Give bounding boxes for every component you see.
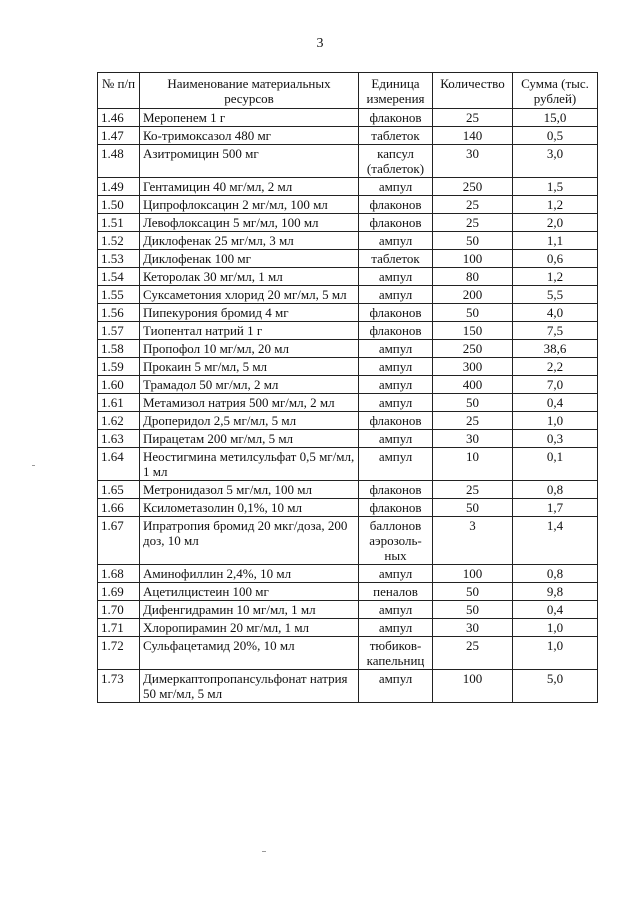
row-number: 1.66 — [98, 499, 140, 517]
row-number: 1.48 — [98, 145, 140, 178]
resource-name: Пирацетам 200 мг/мл, 5 мл — [140, 430, 359, 448]
row-number: 1.65 — [98, 481, 140, 499]
amount: 4,0 — [513, 304, 598, 322]
unit-of-measure: флаконов — [359, 304, 433, 322]
row-number: 1.63 — [98, 430, 140, 448]
table-row — [98, 412, 598, 430]
table-row — [98, 340, 598, 358]
unit-of-measure: флаконов — [359, 214, 433, 232]
table-row — [98, 601, 598, 619]
amount: 1,4 — [513, 517, 598, 565]
unit-of-measure: ампул — [359, 601, 433, 619]
amount: 15,0 — [513, 109, 598, 127]
amount: 1,2 — [513, 196, 598, 214]
unit-of-measure: флаконов — [359, 499, 433, 517]
amount: 1,1 — [513, 232, 598, 250]
quantity: 50 — [433, 394, 513, 412]
amount: 0,4 — [513, 601, 598, 619]
unit-of-measure: флаконов — [359, 109, 433, 127]
row-number: 1.72 — [98, 637, 140, 670]
row-number: 1.61 — [98, 394, 140, 412]
unit-of-measure: флаконов — [359, 481, 433, 499]
row-number: 1.57 — [98, 322, 140, 340]
quantity: 30 — [433, 619, 513, 637]
table-row — [98, 214, 598, 232]
amount: 1,7 — [513, 499, 598, 517]
resource-name: Прокаин 5 мг/мл, 5 мл — [140, 358, 359, 376]
unit-of-measure: ампул — [359, 286, 433, 304]
unit-of-measure: ампул — [359, 376, 433, 394]
quantity: 50 — [433, 601, 513, 619]
table-body — [98, 109, 598, 703]
quantity: 25 — [433, 214, 513, 232]
quantity: 400 — [433, 376, 513, 394]
quantity: 200 — [433, 286, 513, 304]
amount: 9,8 — [513, 583, 598, 601]
resource-name: Диклофенак 25 мг/мл, 3 мл — [140, 232, 359, 250]
unit-of-measure: ампул — [359, 430, 433, 448]
unit-of-measure: флаконов — [359, 322, 433, 340]
row-number: 1.73 — [98, 670, 140, 703]
row-number: 1.70 — [98, 601, 140, 619]
quantity: 250 — [433, 178, 513, 196]
quantity: 50 — [433, 304, 513, 322]
row-number: 1.46 — [98, 109, 140, 127]
table-row — [98, 430, 598, 448]
table-row — [98, 145, 598, 178]
table-row — [98, 565, 598, 583]
row-number: 1.69 — [98, 583, 140, 601]
row-number: 1.52 — [98, 232, 140, 250]
header-sum: Сумма (тыс. рублей) — [513, 73, 598, 109]
quantity: 50 — [433, 583, 513, 601]
amount: 0,3 — [513, 430, 598, 448]
resource-name: Дроперидол 2,5 мг/мл, 5 мл — [140, 412, 359, 430]
quantity: 25 — [433, 637, 513, 670]
row-number: 1.50 — [98, 196, 140, 214]
scan-speck — [32, 465, 35, 466]
table-row — [98, 304, 598, 322]
quantity: 10 — [433, 448, 513, 481]
resources-table — [97, 72, 598, 703]
row-number: 1.55 — [98, 286, 140, 304]
table-row — [98, 619, 598, 637]
table-row — [98, 286, 598, 304]
unit-of-measure: ампул — [359, 448, 433, 481]
quantity: 80 — [433, 268, 513, 286]
resource-name: Гентамицин 40 мг/мл, 2 мл — [140, 178, 359, 196]
table-row — [98, 322, 598, 340]
quantity: 100 — [433, 565, 513, 583]
resource-name: Димеркаптопропансульфонат натрия 50 мг/мл, 5 мл — [140, 670, 359, 703]
table-row — [98, 250, 598, 268]
quantity: 100 — [433, 670, 513, 703]
amount: 1,0 — [513, 619, 598, 637]
unit-of-measure: ампул — [359, 358, 433, 376]
resource-name: Азитромицин 500 мг — [140, 145, 359, 178]
unit-of-measure: баллонов аэрозоль-ных — [359, 517, 433, 565]
row-number: 1.64 — [98, 448, 140, 481]
resource-name: Трамадол 50 мг/мл, 2 мл — [140, 376, 359, 394]
amount: 7,0 — [513, 376, 598, 394]
resource-name: Метамизол натрия 500 мг/мл, 2 мл — [140, 394, 359, 412]
quantity: 25 — [433, 412, 513, 430]
table-row — [98, 196, 598, 214]
unit-of-measure: флаконов — [359, 196, 433, 214]
amount: 1,2 — [513, 268, 598, 286]
scan-speck — [262, 851, 266, 852]
row-number: 1.62 — [98, 412, 140, 430]
resource-name: Дифенгидрамин 10 мг/мл, 1 мл — [140, 601, 359, 619]
header-no: № п/п — [98, 73, 140, 109]
row-number: 1.58 — [98, 340, 140, 358]
quantity: 25 — [433, 481, 513, 499]
table-row — [98, 394, 598, 412]
amount: 7,5 — [513, 322, 598, 340]
row-number: 1.67 — [98, 517, 140, 565]
row-number: 1.59 — [98, 358, 140, 376]
quantity: 30 — [433, 145, 513, 178]
table-row — [98, 268, 598, 286]
page-number: 3 — [316, 36, 324, 51]
header-qty: Количество — [433, 73, 513, 109]
amount: 0,5 — [513, 127, 598, 145]
row-number: 1.49 — [98, 178, 140, 196]
resource-name: Ксилометазолин 0,1%, 10 мл — [140, 499, 359, 517]
quantity: 50 — [433, 499, 513, 517]
resource-name: Ципрофлоксацин 2 мг/мл, 100 мл — [140, 196, 359, 214]
row-number: 1.54 — [98, 268, 140, 286]
quantity: 150 — [433, 322, 513, 340]
table-row — [98, 517, 598, 565]
table-row — [98, 583, 598, 601]
table-row — [98, 637, 598, 670]
table-row — [98, 448, 598, 481]
resource-name: Диклофенак 100 мг — [140, 250, 359, 268]
unit-of-measure: ампул — [359, 619, 433, 637]
amount: 0,6 — [513, 250, 598, 268]
unit-of-measure: ампул — [359, 268, 433, 286]
resource-name: Сульфацетамид 20%, 10 мл — [140, 637, 359, 670]
resource-name: Ацетилцистеин 100 мг — [140, 583, 359, 601]
resource-name: Ко-тримоксазол 480 мг — [140, 127, 359, 145]
row-number: 1.51 — [98, 214, 140, 232]
unit-of-measure: ампул — [359, 232, 433, 250]
header-name: Наименование материальных ресурсов — [140, 73, 359, 109]
amount: 1,5 — [513, 178, 598, 196]
quantity: 25 — [433, 196, 513, 214]
row-number: 1.47 — [98, 127, 140, 145]
resource-name: Метронидазол 5 мг/мл, 100 мл — [140, 481, 359, 499]
amount: 5,5 — [513, 286, 598, 304]
amount: 2,2 — [513, 358, 598, 376]
unit-of-measure: таблеток — [359, 127, 433, 145]
table-row — [98, 358, 598, 376]
resource-name: Тиопентал натрий 1 г — [140, 322, 359, 340]
resource-name: Ипратропия бромид 20 мкг/доза, 200 доз, 10 мл — [140, 517, 359, 565]
resource-name: Неостигмина метилсульфат 0,5 мг/мл, 1 мл — [140, 448, 359, 481]
quantity: 30 — [433, 430, 513, 448]
table-row — [98, 232, 598, 250]
resource-name: Хлоропирамин 20 мг/мл, 1 мл — [140, 619, 359, 637]
unit-of-measure: ампул — [359, 340, 433, 358]
table-row — [98, 376, 598, 394]
amount: 3,0 — [513, 145, 598, 178]
resource-name: Суксаметония хлорид 20 мг/мл, 5 мл — [140, 286, 359, 304]
table-row — [98, 178, 598, 196]
amount: 0,1 — [513, 448, 598, 481]
row-number: 1.53 — [98, 250, 140, 268]
unit-of-measure: флаконов — [359, 412, 433, 430]
resource-name: Пропофол 10 мг/мл, 20 мл — [140, 340, 359, 358]
table-header-row — [98, 73, 598, 109]
amount: 38,6 — [513, 340, 598, 358]
amount: 0,8 — [513, 565, 598, 583]
resource-name: Пипекурония бромид 4 мг — [140, 304, 359, 322]
amount: 2,0 — [513, 214, 598, 232]
unit-of-measure: ампул — [359, 565, 433, 583]
unit-of-measure: таблеток — [359, 250, 433, 268]
header-unit: Единица измерения — [359, 73, 433, 109]
quantity: 100 — [433, 250, 513, 268]
amount: 1,0 — [513, 412, 598, 430]
unit-of-measure: тюбиков-капельниц — [359, 637, 433, 670]
amount: 1,0 — [513, 637, 598, 670]
unit-of-measure: ампул — [359, 178, 433, 196]
amount: 5,0 — [513, 670, 598, 703]
unit-of-measure: капсул (таблеток) — [359, 145, 433, 178]
quantity: 250 — [433, 340, 513, 358]
resource-name: Аминофиллин 2,4%, 10 мл — [140, 565, 359, 583]
amount: 0,4 — [513, 394, 598, 412]
quantity: 140 — [433, 127, 513, 145]
table-row — [98, 499, 598, 517]
table-row — [98, 109, 598, 127]
resource-name: Меропенем 1 г — [140, 109, 359, 127]
unit-of-measure: пеналов — [359, 583, 433, 601]
row-number: 1.68 — [98, 565, 140, 583]
row-number: 1.56 — [98, 304, 140, 322]
row-number: 1.60 — [98, 376, 140, 394]
quantity: 300 — [433, 358, 513, 376]
unit-of-measure: ампул — [359, 670, 433, 703]
table-row — [98, 670, 598, 703]
row-number: 1.71 — [98, 619, 140, 637]
unit-of-measure: ампул — [359, 394, 433, 412]
table-row — [98, 481, 598, 499]
resource-name: Левофлоксацин 5 мг/мл, 100 мл — [140, 214, 359, 232]
amount: 0,8 — [513, 481, 598, 499]
quantity: 3 — [433, 517, 513, 565]
resource-name: Кеторолак 30 мг/мл, 1 мл — [140, 268, 359, 286]
table-row — [98, 127, 598, 145]
quantity: 25 — [433, 109, 513, 127]
quantity: 50 — [433, 232, 513, 250]
